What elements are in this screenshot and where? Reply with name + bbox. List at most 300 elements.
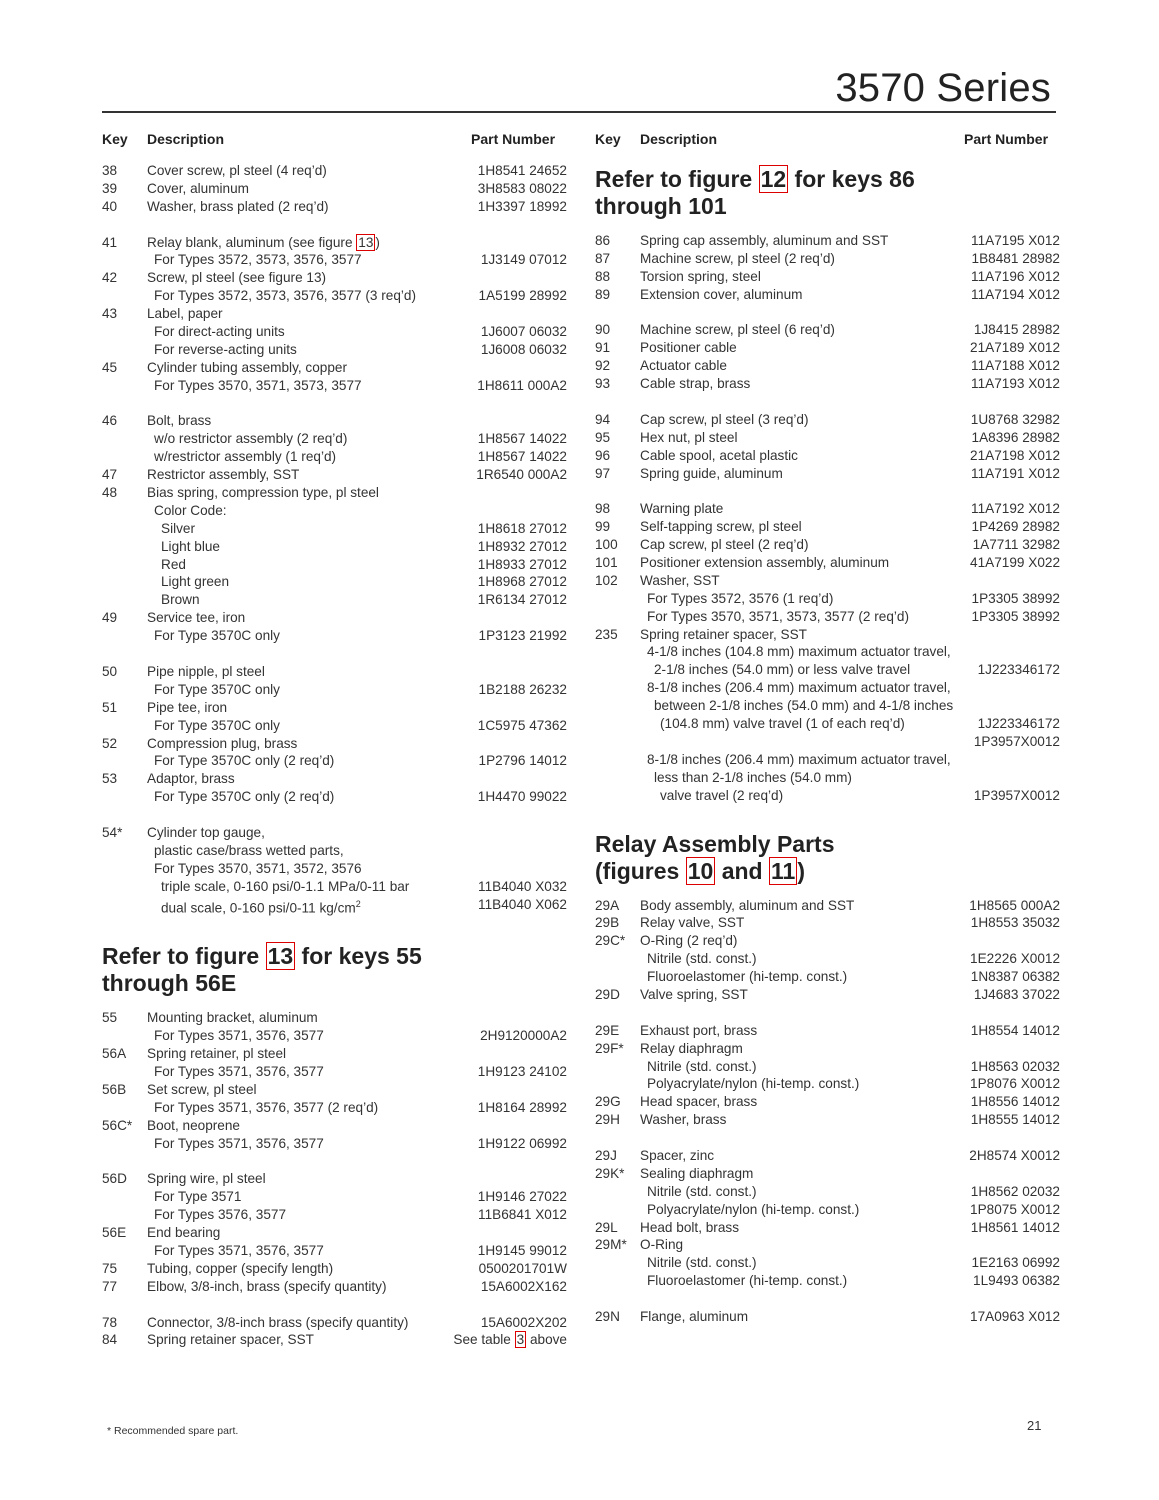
part-number-cell: 1E2226 X0012 (970, 951, 1060, 967)
part-number-cell (467, 1009, 567, 1027)
table-row (102, 699, 567, 717)
part-number-cell (467, 234, 567, 252)
left-column (102, 131, 567, 1349)
table-row (102, 609, 567, 627)
table-row (595, 357, 1060, 375)
description-cell: 4-1/8 inches (104.8 mm) maximum actuator travel, (647, 644, 951, 660)
table-row (595, 914, 1060, 932)
part-number-cell (467, 735, 567, 753)
table-row (102, 1206, 567, 1224)
description-cell: Elbow, 3/8-inch, brass (specify quantity) (147, 1278, 387, 1294)
part-number-cell (960, 697, 1060, 715)
parts-list (102, 1009, 567, 1349)
description-cell: Body assembly, aluminum and SST (640, 897, 855, 913)
table-row (595, 411, 1060, 429)
key-cell: 92 (595, 358, 611, 374)
description-cell: For Type 3571 (154, 1189, 242, 1205)
description-cell: Valve spring, SST (640, 986, 748, 1002)
table-row (102, 1331, 567, 1349)
description-cell: For Types 3571, 3576, 3577 (154, 1135, 324, 1151)
spacer (102, 1153, 567, 1171)
part-number-cell: 3H8583 08022 (477, 180, 567, 196)
part-number-cell (467, 842, 567, 860)
key-cell (595, 679, 640, 697)
parts-list (102, 162, 567, 916)
key-cell (595, 769, 640, 787)
key-cell: 29M* (595, 1237, 627, 1253)
table-row (102, 752, 567, 770)
key-cell (102, 717, 147, 735)
table-row (102, 359, 567, 377)
part-number-cell: 17A0963 X012 (970, 1308, 1060, 1324)
table-row (595, 429, 1060, 447)
key-cell: 46 (102, 413, 118, 429)
part-number-cell: 11B4040 X062 (478, 896, 567, 912)
part-number-cell: 1H8562 02032 (970, 1183, 1060, 1199)
key-cell (102, 323, 147, 341)
description-header: Description (640, 131, 718, 147)
figure-link[interactable]: 11 (771, 857, 796, 884)
table-row (102, 1224, 567, 1242)
key-cell (595, 751, 640, 769)
key-cell: 41 (102, 234, 118, 250)
table-row (102, 681, 567, 699)
part-number-cell: 1H8563 02032 (970, 1058, 1060, 1074)
key-cell (102, 1135, 147, 1153)
part-number-cell: 1H8553 35032 (970, 915, 1060, 931)
part-number-header: Part Number (964, 131, 1049, 147)
key-cell: 56E (102, 1225, 127, 1241)
spacer (102, 1296, 567, 1314)
description-cell: Connector, 3/8-inch brass (specify quantity) (147, 1314, 409, 1330)
table-row (595, 968, 1060, 986)
part-number-cell: 1H9122 06992 (477, 1135, 567, 1151)
key-cell: 102 (595, 572, 618, 588)
part-number-cell (960, 751, 1060, 769)
description-cell: Pipe nipple, pl steel (147, 663, 265, 679)
part-number-cell: 1B2188 26232 (478, 681, 567, 697)
table-header (595, 131, 1060, 149)
table-row (595, 536, 1060, 554)
description-cell: For Types 3570, 3571, 3572, 3576 (154, 860, 362, 876)
description-cell: Pipe tee, iron (147, 699, 228, 715)
key-cell (102, 1188, 147, 1206)
description-cell: Washer, brass plated (2 req’d) (147, 198, 329, 214)
key-cell: 98 (595, 501, 611, 517)
table-row (102, 1260, 567, 1278)
part-number-cell: 1J3149 07012 (480, 252, 567, 268)
key-cell: 75 (102, 1260, 118, 1276)
part-number-cell (960, 1165, 1060, 1183)
part-number-cell: 1E2163 06992 (971, 1255, 1060, 1271)
part-number-cell: 1J6007 06032 (480, 324, 567, 340)
part-number-cell: 11A7192 X012 (971, 501, 1060, 517)
description-cell: Head spacer, brass (640, 1094, 758, 1110)
description-cell: Torsion spring, steel (640, 268, 761, 284)
table-row (102, 323, 567, 341)
description-cell: Adaptor, brass (147, 771, 235, 787)
table-row (102, 663, 567, 681)
table-row (595, 1075, 1060, 1093)
table-row (595, 590, 1060, 608)
part-number-cell (467, 860, 567, 878)
key-cell: 29G (595, 1094, 621, 1110)
table-row (595, 1111, 1060, 1129)
part-number-cell: 1H8561 14012 (970, 1219, 1060, 1235)
key-cell: 87 (595, 250, 611, 266)
key-cell: 29J (595, 1147, 617, 1163)
description-cell: Cap screw, pl steel (2 req’d) (640, 537, 809, 553)
key-cell (595, 715, 640, 733)
key-cell (102, 788, 147, 806)
table-row (102, 180, 567, 198)
page-title: 3570 Series (835, 66, 1051, 110)
part-number-cell: 1B8481 28982 (971, 250, 1060, 266)
table-row (595, 1201, 1060, 1219)
part-number-cell: 1H8164 28992 (477, 1099, 567, 1115)
table-row (595, 1147, 1060, 1165)
part-number-cell: 1H8541 24652 (477, 163, 567, 178)
table-row (595, 554, 1060, 572)
table-row (102, 1117, 567, 1135)
table-row (595, 1236, 1060, 1254)
key-cell: 101 (595, 555, 618, 571)
description-cell: Light green (161, 574, 230, 590)
table-row (102, 896, 567, 914)
part-number-cell (960, 1236, 1060, 1254)
table-row (595, 286, 1060, 304)
table-row (102, 502, 567, 520)
table-row (595, 697, 1060, 715)
key-cell (102, 573, 147, 591)
description-cell: Cylinder top gauge, (147, 824, 265, 840)
part-number-cell: 1J223346172 (977, 662, 1060, 678)
description-cell: Bolt, brass (147, 413, 212, 429)
table-row (595, 500, 1060, 518)
key-header: Key (102, 131, 128, 147)
description-cell: Warning plate (640, 501, 724, 517)
part-number-cell: 1P8075 X0012 (970, 1201, 1060, 1217)
key-cell: 29A (595, 897, 620, 913)
table-row (595, 1308, 1060, 1326)
key-cell: 40 (102, 198, 118, 214)
section-heading: Refer to figure 12 for keys 86 through 101 (595, 166, 915, 219)
part-number-cell (467, 1170, 567, 1188)
key-cell: 77 (102, 1278, 118, 1294)
description-cell: For Type 3570C only (154, 628, 280, 644)
key-cell: 29K* (595, 1165, 625, 1181)
part-number-cell: 1N8387 06382 (970, 969, 1060, 985)
description-cell: Relay blank, aluminum (see figure 13 ) (147, 234, 380, 250)
part-number-cell: 1H8555 14012 (970, 1112, 1060, 1128)
part-number-cell: 11A7188 X012 (971, 358, 1060, 374)
table-row (102, 735, 567, 753)
key-cell: 29E (595, 1022, 620, 1038)
part-number-cell: 2H8574 X0012 (969, 1147, 1060, 1163)
description-cell: triple scale, 0-160 psi/0-1.1 MPa/0-11 bar (161, 878, 410, 894)
table-row (595, 1183, 1060, 1201)
table-row (595, 661, 1060, 679)
table-row (595, 375, 1060, 393)
part-number-cell: 11A7191 X012 (971, 465, 1060, 481)
table-row (102, 484, 567, 502)
table-row (595, 608, 1060, 626)
part-number-cell: 1H3397 18992 (477, 198, 567, 214)
table-row (102, 466, 567, 484)
table-row (102, 198, 567, 216)
table-row (595, 232, 1060, 250)
description-cell: plastic case/brass wetted parts, (154, 842, 344, 858)
table-row (102, 1045, 567, 1063)
page-number: 21 (1027, 1418, 1042, 1433)
key-cell (102, 1099, 147, 1117)
description-cell: Nitrile (std. const.) (647, 1255, 757, 1271)
spacer (102, 395, 567, 413)
table-row (595, 950, 1060, 968)
part-number-cell (467, 609, 567, 627)
table-row (595, 643, 1060, 661)
description-cell: Brown (161, 592, 200, 608)
table-row (102, 1027, 567, 1045)
description-cell: Cylinder tubing assembly, copper (147, 359, 347, 375)
key-cell: 94 (595, 411, 611, 427)
table-row (102, 1242, 567, 1260)
description-cell: Positioner extension assembly, aluminum (640, 555, 890, 571)
part-number-cell: 0500201701W (478, 1260, 567, 1276)
description-cell: Relay valve, SST (640, 915, 745, 931)
key-cell (102, 430, 147, 448)
description-cell: Boot, neoprene (147, 1117, 240, 1133)
description-cell: Silver (161, 520, 195, 536)
description-cell: Screw, pl steel (see figure 13) (147, 270, 327, 286)
part-number-cell (467, 1045, 567, 1063)
table-row (102, 1314, 567, 1332)
description-cell: For Type 3570C only (2 req’d) (154, 789, 335, 805)
description-cell: 8-1/8 inches (206.4 mm) maximum actuator travel, (647, 751, 951, 767)
key-cell (102, 842, 147, 860)
key-cell (102, 1063, 147, 1081)
description-cell: Cover screw, pl steel (4 req’d) (147, 163, 327, 178)
key-cell (102, 251, 147, 269)
table-row (102, 860, 567, 878)
key-cell (102, 860, 147, 878)
description-cell: For direct-acting units (154, 324, 285, 340)
description-cell: Compression plug, brass (147, 735, 298, 751)
key-cell: 78 (102, 1314, 118, 1330)
table-row (595, 518, 1060, 536)
key-cell: 235 (595, 626, 618, 642)
description-cell: Set screw, pl steel (147, 1081, 257, 1097)
key-cell: 97 (595, 465, 611, 481)
table-link[interactable]: 3 (516, 1332, 525, 1348)
part-number-cell: 1R6540 000A2 (476, 467, 567, 483)
table-row (102, 1188, 567, 1206)
part-number-cell: 11A7196 X012 (971, 268, 1060, 284)
parts-list (595, 897, 1060, 1326)
spacer (595, 304, 1060, 322)
description-cell: Extension cover, aluminum (640, 286, 803, 302)
table-row (102, 520, 567, 538)
table-row (102, 788, 567, 806)
part-number-cell: 1L9493 06382 (973, 1273, 1060, 1289)
description-cell: 8-1/8 inches (206.4 mm) maximum actuator travel, (647, 680, 951, 696)
part-number-cell: 11A7194 X012 (971, 286, 1060, 302)
key-cell: 95 (595, 429, 611, 445)
description-cell: Self-tapping screw, pl steel (640, 519, 802, 535)
table-row (102, 1278, 567, 1296)
key-cell (102, 878, 147, 896)
table-row (595, 897, 1060, 915)
description-cell: Tubing, copper (specify length) (147, 1260, 334, 1276)
part-number-header: Part Number (471, 131, 556, 147)
description-cell: Bias spring, compression type, pl steel (147, 485, 379, 501)
part-number-cell: 1P3123 21992 (478, 628, 567, 644)
key-cell: 50 (102, 663, 118, 679)
key-header: Key (595, 131, 621, 147)
key-cell (102, 538, 147, 556)
part-number-cell (467, 1081, 567, 1099)
key-cell: 29H (595, 1112, 620, 1128)
part-number-cell: 21A7198 X012 (970, 447, 1060, 463)
section-heading: Refer to figure 13 for keys 55 through 56E (102, 943, 422, 997)
description-cell: valve travel (2 req’d) (660, 787, 784, 803)
key-cell: 29D (595, 986, 620, 1002)
description-cell: O-Ring (2 req’d) (640, 933, 738, 949)
description-cell: 2-1/8 inches (54.0 mm) or less valve travel (654, 662, 911, 678)
part-number-cell: 1J6008 06032 (480, 341, 567, 357)
spacer (595, 1290, 1060, 1308)
spacer (102, 216, 567, 234)
key-cell: 48 (102, 485, 118, 501)
table-row (102, 556, 567, 574)
figure-link[interactable]: 10 (687, 857, 714, 884)
spacer (595, 1129, 1060, 1147)
table-row (102, 1081, 567, 1099)
part-number-cell (467, 502, 567, 520)
key-cell (102, 556, 147, 574)
table-row (595, 1040, 1060, 1058)
description-cell: For Types 3570, 3571, 3573, 3577 (2 req’d) (647, 608, 909, 624)
table-header (102, 131, 567, 149)
description-cell: Washer, brass (640, 1112, 727, 1128)
description-cell: w/restrictor assembly (1 req’d) (154, 449, 337, 465)
description-cell: For Types 3571, 3576, 3577 (154, 1242, 324, 1258)
spacer (102, 806, 567, 824)
part-number-cell: 15A6002X162 (480, 1278, 567, 1294)
description-cell: End bearing (147, 1225, 221, 1241)
key-cell (595, 1254, 640, 1272)
key-cell: 43 (102, 306, 118, 322)
right-column (595, 131, 1060, 1326)
key-cell: 29N (595, 1308, 620, 1324)
table-row (595, 733, 1060, 751)
table-row (595, 986, 1060, 1004)
part-number-cell (467, 305, 567, 323)
table-row (102, 770, 567, 788)
part-number-cell (467, 699, 567, 717)
figure-link[interactable]: 13 (358, 234, 374, 250)
table-row (595, 1058, 1060, 1076)
table-row (595, 447, 1060, 465)
key-cell (102, 681, 147, 699)
description-cell: Polyacrylate/nylon (hi-temp. const.) (647, 1201, 860, 1217)
part-number-cell: 1P4269 28982 (971, 519, 1060, 535)
key-cell: 29C* (595, 933, 626, 949)
key-cell (102, 627, 147, 645)
key-cell: 56B (102, 1081, 127, 1097)
part-number-cell (960, 1040, 1060, 1058)
part-number-cell (960, 572, 1060, 590)
table-row (102, 1063, 567, 1081)
description-cell: Sealing diaphragm (640, 1165, 754, 1181)
part-number-cell: 41A7199 X022 (970, 555, 1060, 571)
description-cell: For Types 3571, 3576, 3577 (154, 1064, 324, 1080)
part-number-cell: 1P8076 X0012 (970, 1076, 1060, 1092)
description-cell: Polyacrylate/nylon (hi-temp. const.) (647, 1076, 860, 1092)
part-number-cell (960, 679, 1060, 697)
part-number-cell: 1H8932 27012 (477, 538, 567, 554)
part-number-cell (960, 932, 1060, 950)
key-cell (102, 448, 147, 466)
part-number-cell (960, 769, 1060, 787)
spacer (595, 393, 1060, 411)
section-heading: Relay Assembly Parts (figures 10 and 11) (595, 830, 835, 884)
part-number-cell: 1H8933 27012 (477, 556, 567, 572)
description-cell: Hex nut, pl steel (640, 429, 738, 445)
key-cell: 29L (595, 1219, 618, 1235)
key-cell (595, 661, 640, 679)
table-row (102, 1009, 567, 1027)
key-cell: 47 (102, 467, 118, 483)
key-cell (102, 377, 147, 395)
part-number-cell: 1J223346172 (977, 716, 1060, 732)
description-cell: Cable spool, acetal plastic (640, 447, 798, 463)
description-cell: Nitrile (std. const.) (647, 1058, 757, 1074)
spacer (595, 482, 1060, 500)
key-cell (595, 697, 640, 715)
part-number-cell: 1H8554 14012 (970, 1022, 1060, 1038)
part-number-cell (960, 626, 1060, 644)
key-cell: 56A (102, 1046, 127, 1062)
description-cell: Flange, aluminum (640, 1308, 749, 1324)
key-cell (595, 643, 640, 661)
table-row (595, 787, 1060, 805)
description-cell: Positioner cable (640, 340, 737, 356)
description-cell: Nitrile (std. const.) (647, 951, 757, 967)
part-number-cell (467, 1224, 567, 1242)
description-cell: Exhaust port, brass (640, 1022, 758, 1038)
part-number-cell: 1P2796 14012 (478, 753, 567, 769)
part-number-cell: 1H8567 14022 (477, 449, 567, 465)
description-cell: between 2-1/8 inches (54.0 mm) and 4-1/8 inches (654, 698, 954, 714)
part-number-cell: 1H4470 99022 (477, 789, 567, 805)
key-cell (102, 520, 147, 538)
key-cell: 56D (102, 1171, 127, 1187)
part-number-cell: 1J4683 37022 (973, 986, 1060, 1002)
table-row (102, 627, 567, 645)
key-cell: 53 (102, 771, 118, 787)
figure-link[interactable]: 12 (760, 166, 787, 192)
description-cell: Cable strap, brass (640, 376, 751, 392)
figure-link[interactable]: 13 (267, 943, 294, 970)
table-row (102, 591, 567, 609)
part-number-cell: 2H9120000A2 (480, 1028, 567, 1044)
key-cell: 29B (595, 915, 620, 931)
table-row (102, 412, 567, 430)
table-row (595, 679, 1060, 697)
key-cell (595, 590, 640, 608)
table-row (102, 824, 567, 842)
